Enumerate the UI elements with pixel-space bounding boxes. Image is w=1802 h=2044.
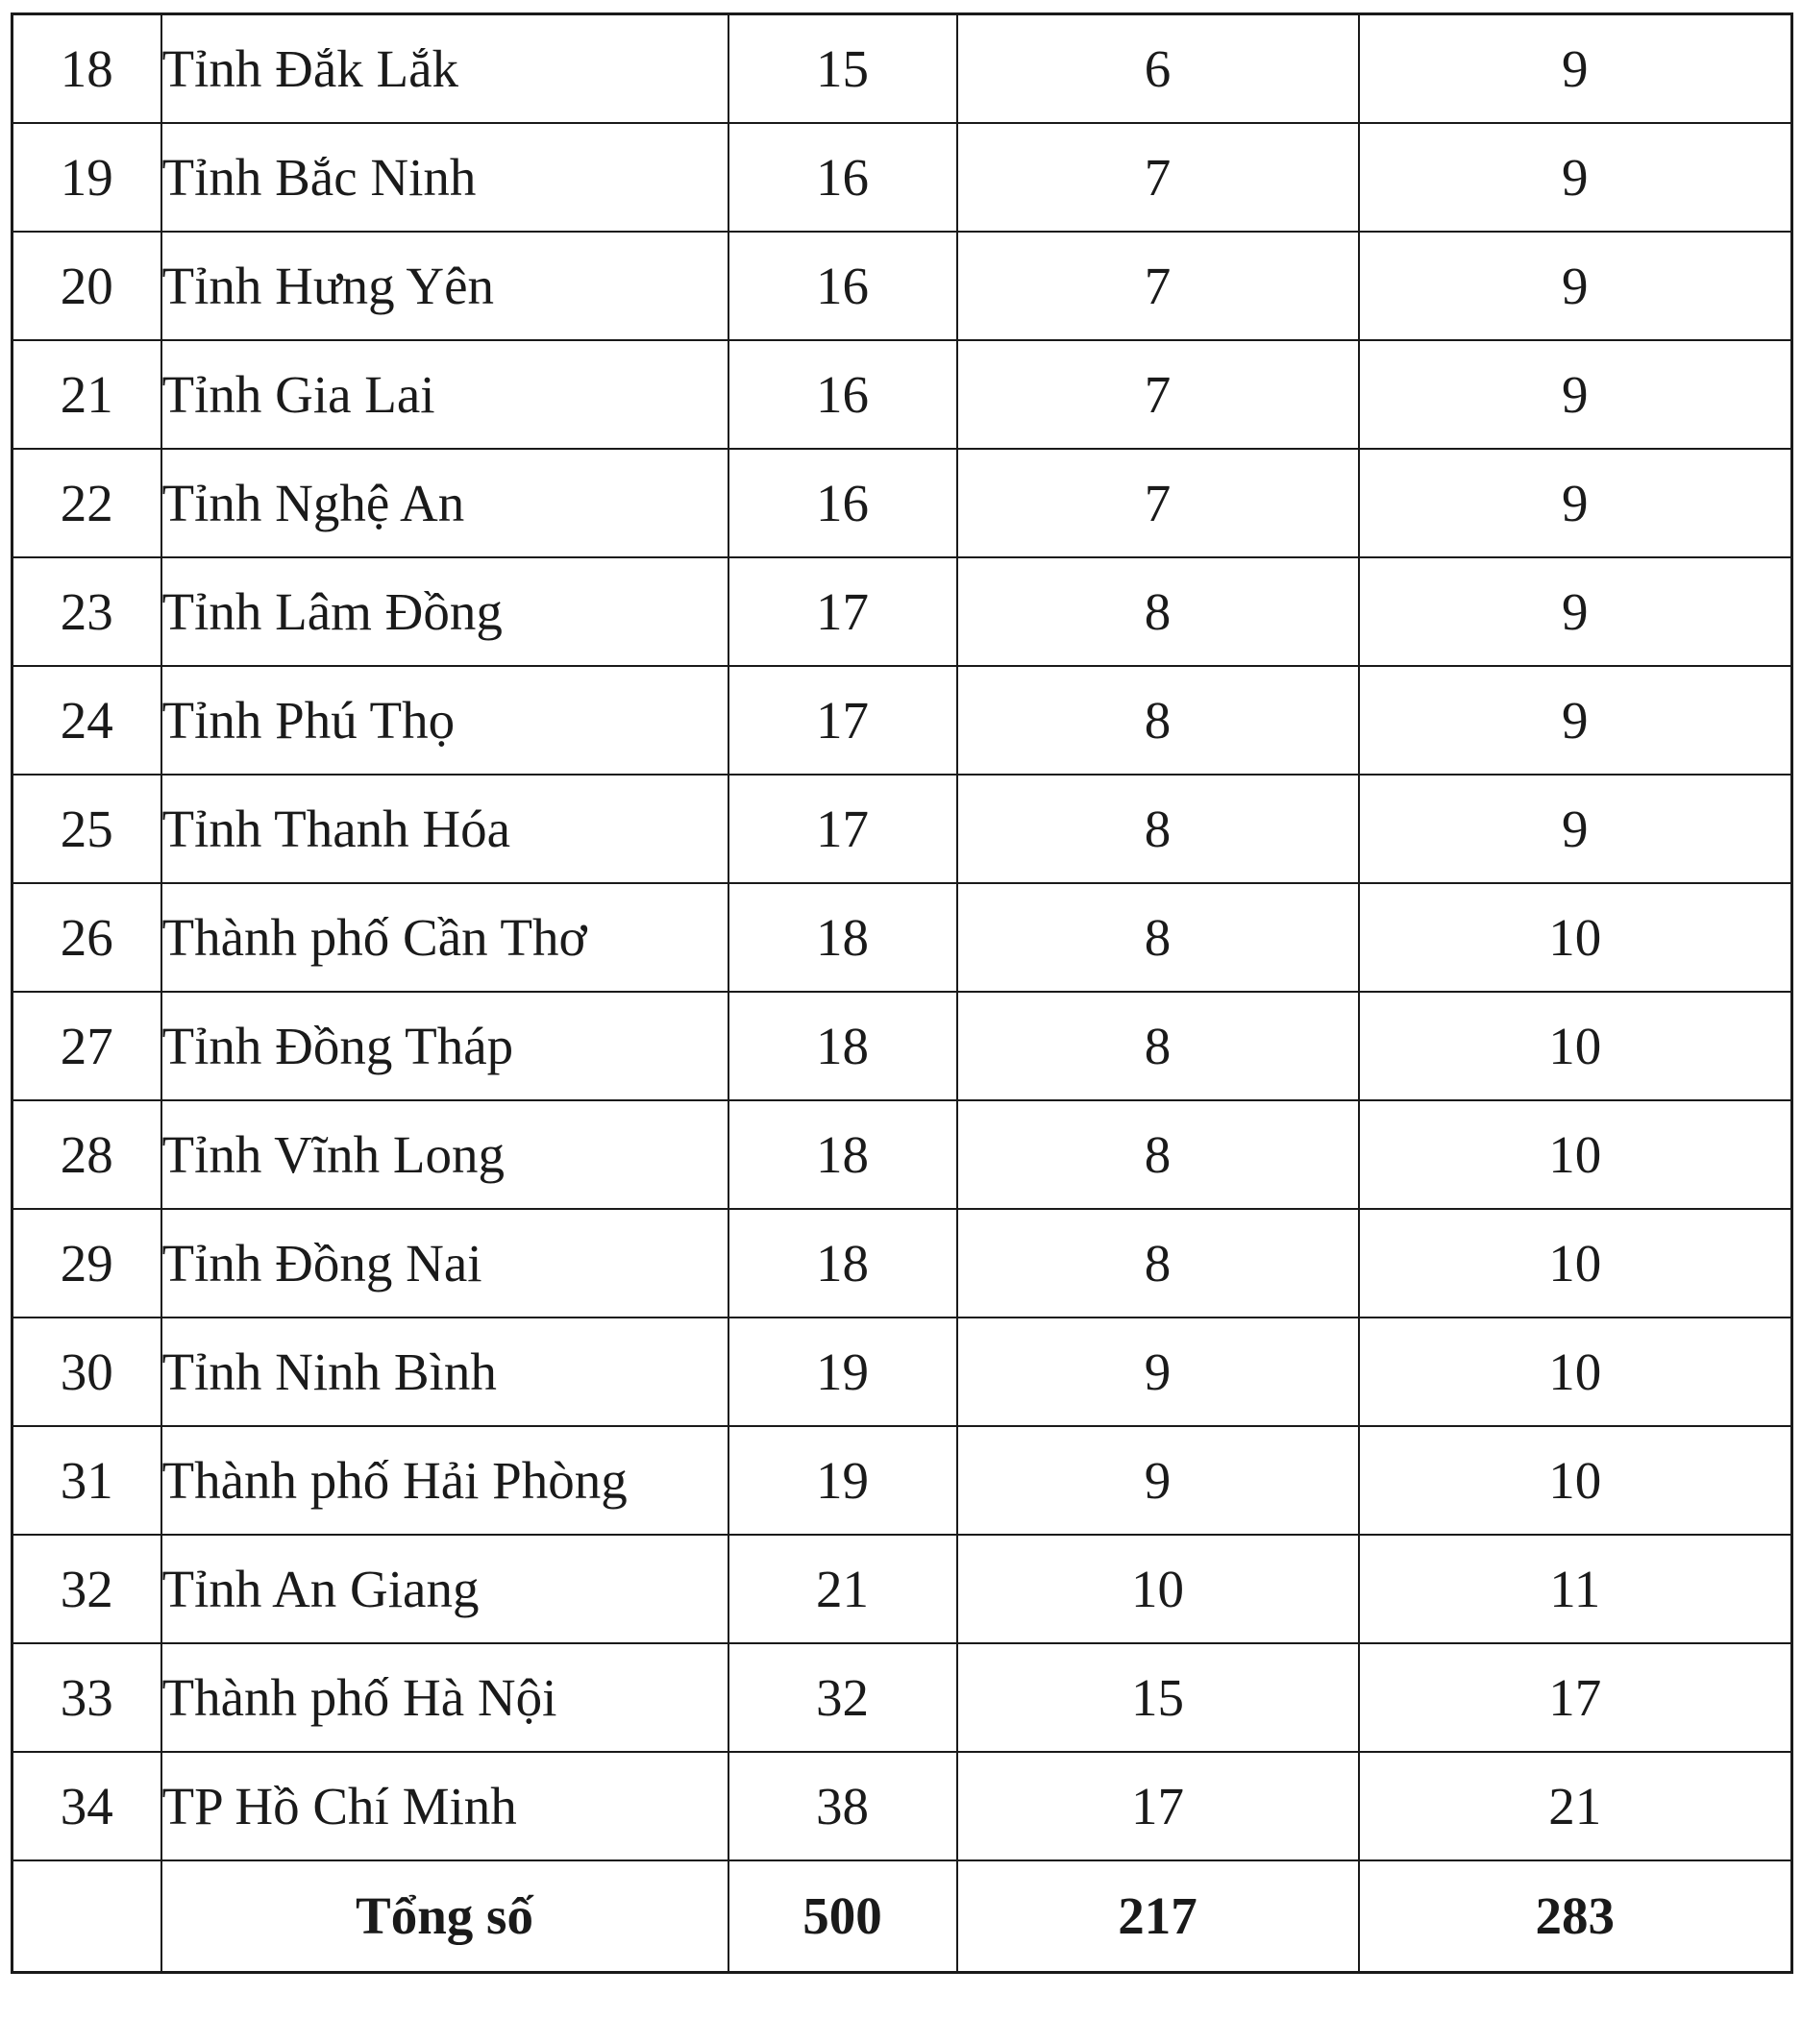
table-row: [12, 14, 1792, 123]
count-a-cell: 8: [957, 883, 1359, 992]
total-count-cell: 19: [728, 1318, 957, 1426]
total-count-cell: 15: [728, 14, 957, 123]
row-index-cell: 26: [12, 883, 161, 992]
count-a-cell: 7: [957, 232, 1359, 340]
total-count-cell: 19: [728, 1426, 957, 1535]
row-index-cell: 30: [12, 1318, 161, 1426]
count-b-cell: 21: [1359, 1752, 1792, 1860]
count-b-cell: 9: [1359, 340, 1792, 449]
row-index-cell: 34: [12, 1752, 161, 1860]
province-name-cell: Tỉnh Vĩnh Long: [161, 1100, 728, 1209]
count-b-cell: 11: [1359, 1535, 1792, 1643]
count-b-cell: 9: [1359, 666, 1792, 775]
row-index-cell: 25: [12, 775, 161, 883]
row-index-cell: 23: [12, 557, 161, 666]
province-name-cell: Tỉnh Nghệ An: [161, 449, 728, 557]
count-a-cell: 7: [957, 340, 1359, 449]
count-b-cell: 9: [1359, 557, 1792, 666]
province-name-cell: Tỉnh Đồng Tháp: [161, 992, 728, 1100]
table-row: [12, 666, 1792, 775]
count-a-cell: 8: [957, 557, 1359, 666]
province-name-cell: Tỉnh Bắc Ninh: [161, 123, 728, 232]
province-name-cell: Tỉnh Thanh Hóa: [161, 775, 728, 883]
count-a-cell: 8: [957, 666, 1359, 775]
total-count-cell: 18: [728, 1209, 957, 1318]
row-index-cell: 18: [12, 14, 161, 123]
count-a-cell: 8: [957, 1209, 1359, 1318]
count-a-cell: 7: [957, 123, 1359, 232]
count-b-cell: 9: [1359, 123, 1792, 232]
table-row: [12, 1643, 1792, 1752]
row-index-cell: 29: [12, 1209, 161, 1318]
row-index-cell: 20: [12, 232, 161, 340]
province-name-cell: Tỉnh Gia Lai: [161, 340, 728, 449]
table-row: [12, 1318, 1792, 1426]
row-index-cell: 21: [12, 340, 161, 449]
row-index-cell: 31: [12, 1426, 161, 1535]
count-a-cell: 15: [957, 1643, 1359, 1752]
row-index-cell: 22: [12, 449, 161, 557]
total-count-cell: 16: [728, 449, 957, 557]
table-row: [12, 557, 1792, 666]
row-index-cell: 27: [12, 992, 161, 1100]
row-index-cell: 32: [12, 1535, 161, 1643]
count-b-cell: 9: [1359, 449, 1792, 557]
count-b-cell: 10: [1359, 1426, 1792, 1535]
count-b-cell: 10: [1359, 1209, 1792, 1318]
row-index-cell: 24: [12, 666, 161, 775]
table-row: [12, 123, 1792, 232]
table-row: [12, 340, 1792, 449]
table-row: [12, 1752, 1792, 1860]
total-count-cell: 17: [728, 775, 957, 883]
table-row: [12, 449, 1792, 557]
row-index-cell: 33: [12, 1643, 161, 1752]
table-row: [12, 1100, 1792, 1209]
count-b-cell: 10: [1359, 992, 1792, 1100]
total-count-cell: 18: [728, 1100, 957, 1209]
table-row: [12, 1426, 1792, 1535]
count-a-cell: 10: [957, 1535, 1359, 1643]
table-row: [12, 775, 1792, 883]
province-name-cell: Thành phố Hà Nội: [161, 1643, 728, 1752]
total-count-cell: 16: [728, 232, 957, 340]
count-b-cell: 10: [1359, 883, 1792, 992]
allocation-table: [11, 12, 1793, 1974]
grand-total-b-cell: 283: [1359, 1860, 1792, 1973]
count-a-cell: 17: [957, 1752, 1359, 1860]
table-row: [12, 883, 1792, 992]
table-row: [12, 1535, 1792, 1643]
count-a-cell: 8: [957, 1100, 1359, 1209]
total-count-cell: 18: [728, 992, 957, 1100]
total-label-cell: Tổng số: [161, 1860, 728, 1973]
row-index-cell: 19: [12, 123, 161, 232]
count-a-cell: 8: [957, 992, 1359, 1100]
total-count-cell: 38: [728, 1752, 957, 1860]
province-name-cell: Tỉnh Phú Thọ: [161, 666, 728, 775]
count-a-cell: 9: [957, 1318, 1359, 1426]
table-row: [12, 1209, 1792, 1318]
province-name-cell: Thành phố Cần Thơ: [161, 883, 728, 992]
table-body: [12, 14, 1792, 1973]
count-b-cell: 9: [1359, 232, 1792, 340]
total-count-cell: 32: [728, 1643, 957, 1752]
grand-total-cell: 500: [728, 1860, 957, 1973]
table-row: [12, 992, 1792, 1100]
province-name-cell: Tỉnh Đồng Nai: [161, 1209, 728, 1318]
count-b-cell: 9: [1359, 775, 1792, 883]
table-row: [12, 232, 1792, 340]
count-a-cell: 6: [957, 14, 1359, 123]
total-count-cell: 17: [728, 666, 957, 775]
total-count-cell: 18: [728, 883, 957, 992]
grand-total-a-cell: 217: [957, 1860, 1359, 1973]
total-index-cell: [12, 1860, 161, 1973]
count-b-cell: 9: [1359, 14, 1792, 123]
total-count-cell: 17: [728, 557, 957, 666]
total-count-cell: 16: [728, 123, 957, 232]
count-b-cell: 10: [1359, 1100, 1792, 1209]
count-a-cell: 7: [957, 449, 1359, 557]
province-name-cell: Tỉnh Ninh Bình: [161, 1318, 728, 1426]
count-b-cell: 10: [1359, 1318, 1792, 1426]
province-name-cell: Tỉnh Đắk Lắk: [161, 14, 728, 123]
province-name-cell: Tỉnh An Giang: [161, 1535, 728, 1643]
total-row: [12, 1860, 1792, 1973]
row-index-cell: 28: [12, 1100, 161, 1209]
count-a-cell: 9: [957, 1426, 1359, 1535]
count-b-cell: 17: [1359, 1643, 1792, 1752]
province-name-cell: Thành phố Hải Phòng: [161, 1426, 728, 1535]
province-name-cell: TP Hồ Chí Minh: [161, 1752, 728, 1860]
total-count-cell: 21: [728, 1535, 957, 1643]
province-name-cell: Tỉnh Hưng Yên: [161, 232, 728, 340]
province-name-cell: Tỉnh Lâm Đồng: [161, 557, 728, 666]
count-a-cell: 8: [957, 775, 1359, 883]
total-count-cell: 16: [728, 340, 957, 449]
